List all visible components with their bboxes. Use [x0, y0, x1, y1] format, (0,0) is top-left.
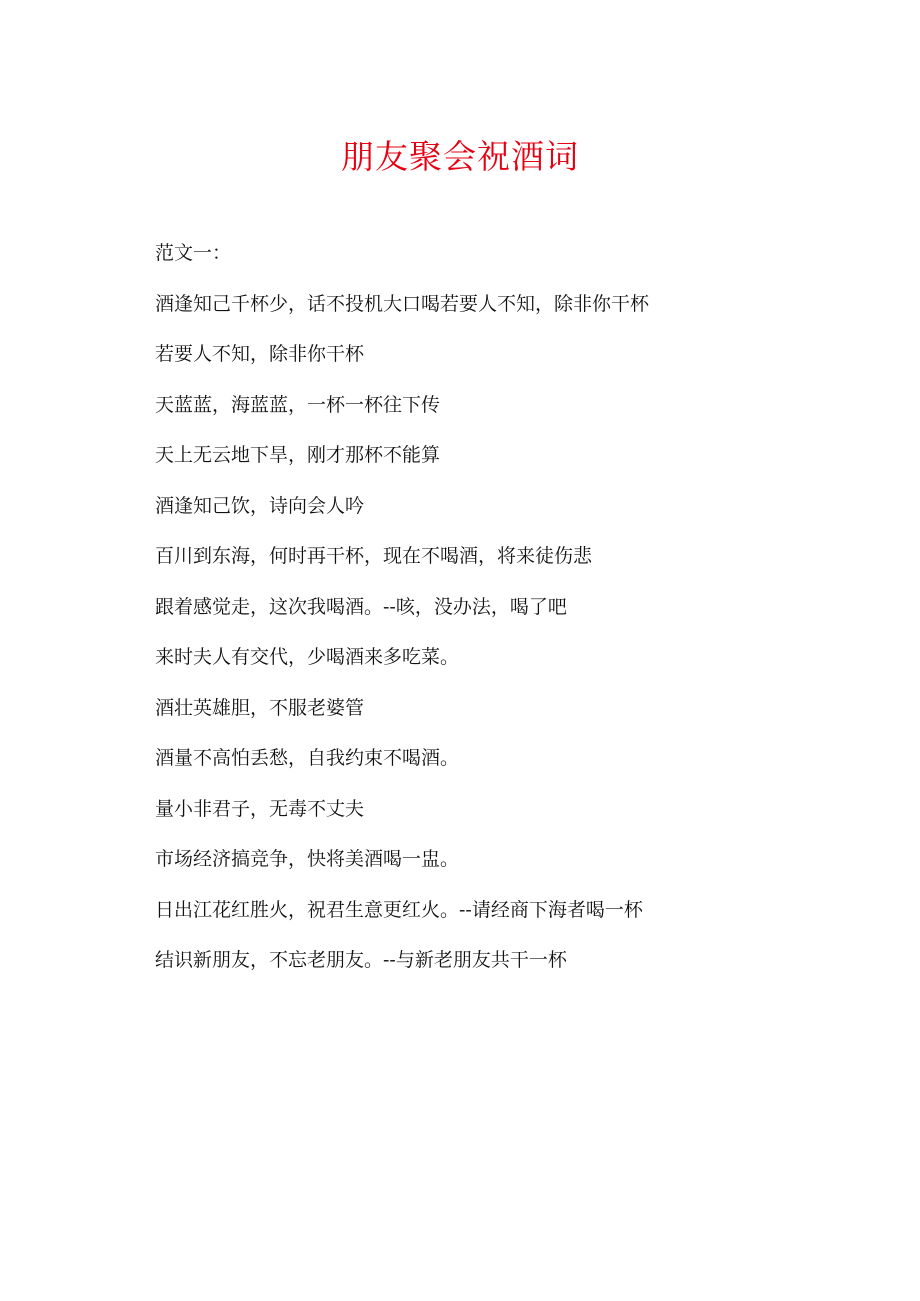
toast-list — [155, 238, 855, 996]
text-line: 天上无云地下旱，刚才那杯不能算 — [155, 444, 441, 466]
text-line: 范文一： — [155, 242, 232, 264]
text-line: 结识新朋友，不忘老朋友。--与新老朋友共干一杯 — [155, 949, 567, 971]
text-line: 市场经济搞竞争，快将美酒喝一盅。 — [155, 848, 460, 870]
text-line: 跟着感觉走，这次我喝酒。--咳，没办法，喝了吧 — [155, 595, 567, 618]
text-line: 酒量不高怕丢愁，自我约束不喝酒。 — [155, 747, 460, 769]
page-title: 朋友聚会祝酒词 — [341, 137, 579, 176]
text-line: 天蓝蓝，海蓝蓝，一杯一杯往下传 — [155, 393, 441, 416]
text-line: 量小非君子，无毒不丈夫 — [155, 797, 365, 820]
text-line: 酒壮英雄胆，不服老婆管 — [155, 696, 365, 719]
text-line: 百川到东海，何时再干杯，现在不喝酒，将来徒伤悲 — [155, 545, 593, 567]
text-line: 若要人不知，除非你干杯 — [155, 343, 365, 365]
text-line: 酒逢知己饮，诗向会人吟 — [155, 494, 365, 517]
text-line: 日出江花红胜火，祝君生意更红火。--请经商下海者喝一杯 — [155, 898, 643, 921]
text-line: 来时夫人有交代，少喝酒来多吃菜。 — [155, 646, 460, 668]
text-line: 酒逢知己千杯少，话不投机大口喝若要人不知，除非你干杯 — [155, 292, 650, 315]
